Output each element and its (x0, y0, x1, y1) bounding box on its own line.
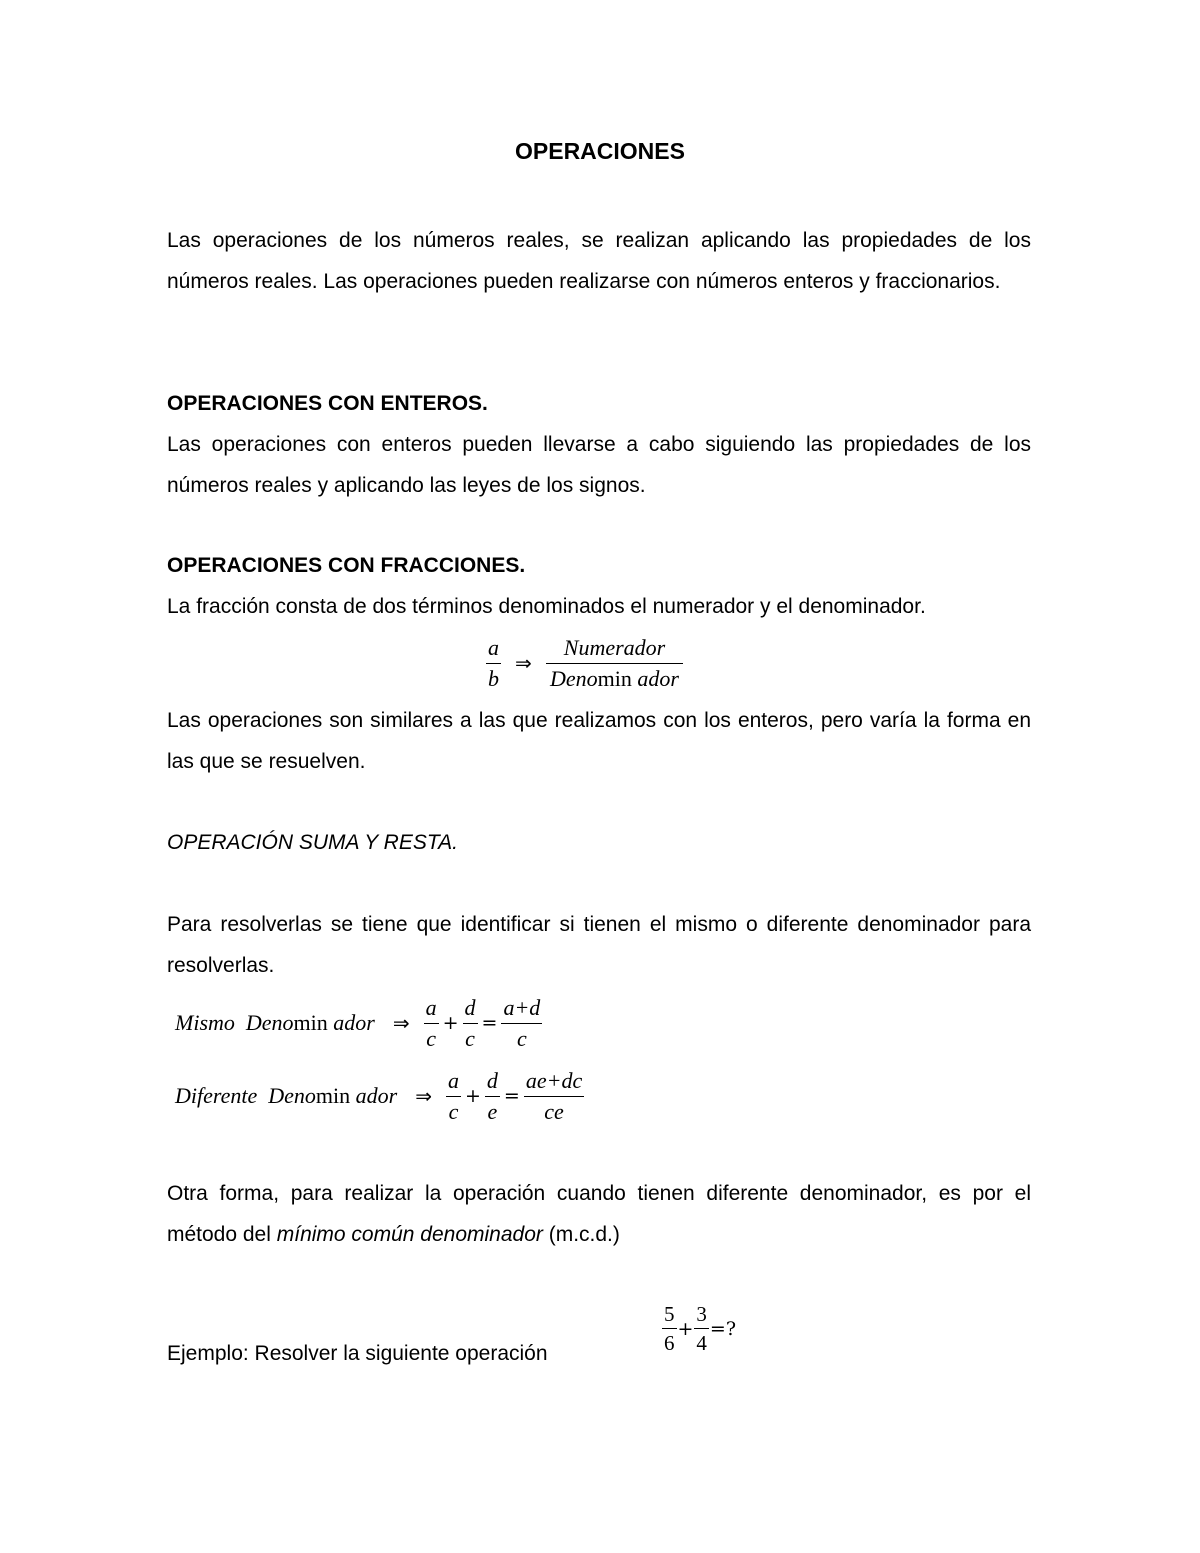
section-heading-suma-resta: OPERACIÓN SUMA Y RESTA. (167, 831, 458, 854)
implies-arrow: ⇒ (515, 651, 532, 676)
section-heading-enteros: OPERACIONES CON ENTEROS. (167, 392, 488, 415)
fracciones-paragraph: La fracción consta de dos términos denominados el numerador y el denominador. (167, 595, 926, 618)
fraction-d-over-c (463, 993, 478, 1053)
enteros-paragraph: Las operaciones con enteros pueden llevarse a cabo siguiendo las propiedades de los números reales y aplicando las leyes de los signos. (167, 433, 1031, 497)
plus-sign: + (442, 1012, 459, 1035)
equals-sign: = (503, 1085, 520, 1108)
otra-forma-paragraph: Otra forma, para realizar la operación cuando tienen diferente denominador, es por el método del mínimo común denominador (m.c.d.) (167, 1182, 1031, 1246)
denominator-word: Denomin ador (550, 665, 679, 691)
numerator: d (463, 993, 478, 1024)
fraction-a-over-c (446, 1066, 461, 1126)
denominator: b (488, 665, 499, 691)
numerator-word: Numerador (546, 633, 683, 664)
implies-arrow: ⇒ (392, 1011, 410, 1036)
denominator: e (487, 1098, 498, 1124)
denominator: c (517, 1025, 527, 1051)
numerator: a (486, 633, 501, 664)
numerator: 3 (694, 1300, 709, 1329)
section-heading-fracciones: OPERACIONES CON FRACCIONES. (167, 554, 526, 577)
intro-paragraph: Las operaciones de los números reales, se realizan aplicando las propiedades de los números reales. Las operaciones pueden realizarse con números enteros y fraccionarios. (167, 229, 1031, 293)
ejemplo-text: Ejemplo: Resolver la siguiente operación (167, 1342, 548, 1365)
implies-arrow: ⇒ (415, 1084, 432, 1109)
denominator: c (465, 1025, 475, 1051)
denominator: 4 (696, 1331, 707, 1356)
suma-paragraph: Para resolverlas se tiene que identificar si tienen el mismo o diferente denominador para resolverlas. (167, 913, 1031, 977)
equals-question: =? (709, 1317, 737, 1340)
numerator: ae+dc (524, 1066, 584, 1097)
denominator: ce (544, 1098, 564, 1124)
fraction-result (524, 1066, 584, 1126)
fraction-result (501, 993, 542, 1053)
diferente-label: Diferente Denomin ador (175, 1083, 398, 1109)
numerator: 5 (662, 1300, 677, 1329)
denominator: c (426, 1025, 436, 1051)
denominator: c (448, 1098, 459, 1124)
fraction-numerador-over-denominador (546, 633, 683, 693)
numerator: a (424, 993, 439, 1024)
fraction-3-over-4 (694, 1300, 709, 1358)
numerator: a (446, 1066, 461, 1097)
fraction-d-over-e (485, 1066, 500, 1126)
page-title: OPERACIONES (515, 138, 685, 164)
diferente-denominador-formula (175, 1066, 584, 1126)
numerator: d (485, 1066, 500, 1097)
denominator: 6 (664, 1331, 675, 1356)
fraction-5-over-6 (662, 1300, 677, 1358)
ejemplo-formula (662, 1300, 737, 1358)
mismo-denominador-formula (175, 993, 542, 1053)
numerator: a+d (501, 993, 542, 1024)
plus-sign: + (677, 1317, 694, 1340)
mismo-label: Mismo Denomin ador (175, 1010, 375, 1036)
fraction-a-over-c (424, 993, 439, 1053)
fracciones-paragraph-2: Las operaciones son similares a las que realizamos con los enteros, pero varía la forma en las que se resuelven. (167, 709, 1031, 773)
equals-sign: = (481, 1012, 498, 1035)
fraction-a-over-b (486, 633, 501, 693)
plus-sign: + (464, 1085, 481, 1108)
mcd-term: mínimo común denominador (276, 1223, 543, 1246)
fraction-definition-formula (486, 633, 683, 693)
